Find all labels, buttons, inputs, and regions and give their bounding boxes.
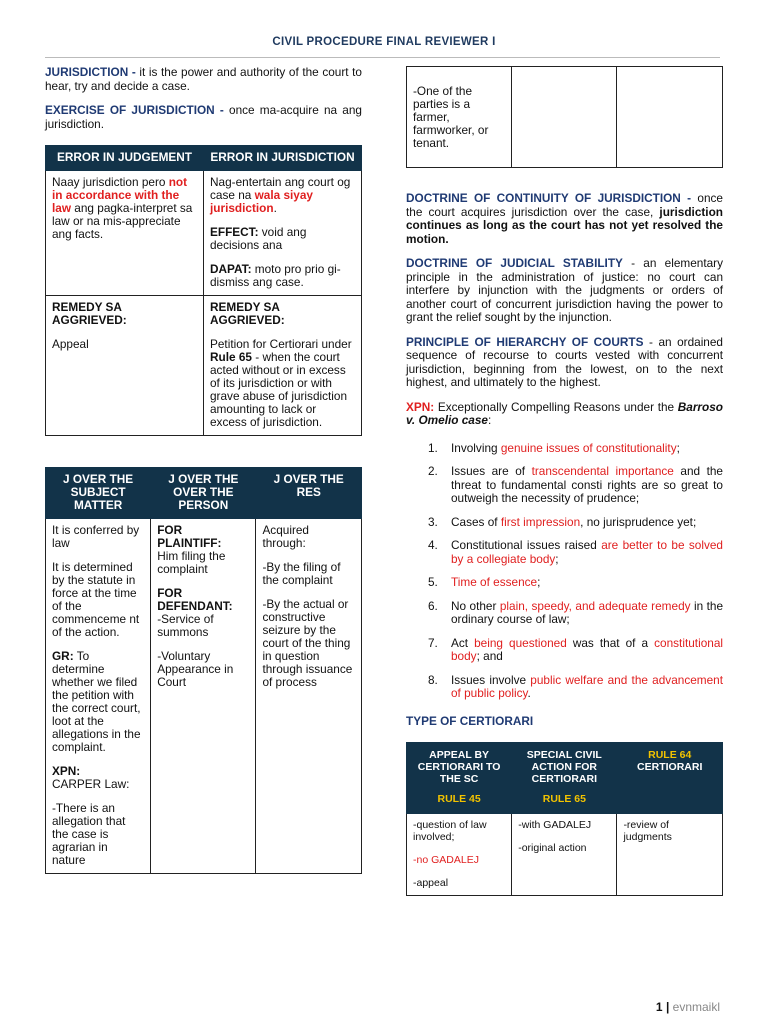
- xpn-paragraph: XPN: Exceptionally Compelling Reasons under the Barroso v. Omelio case:: [406, 399, 723, 427]
- left-column: [45, 66, 362, 874]
- list-item: 3. Cases of first impression, no jurisprudence yet;: [428, 514, 697, 529]
- rule64-header: RULE 64 CERTIORARI: [617, 743, 723, 814]
- continuity-paragraph: DOCTRINE OF CONTINUITY OF JURISDICTION - once the court acquires jurisdiction over the case, jurisdiction continues as long as the court has not yet resolved the motion.: [406, 191, 723, 246]
- rule65-header: SPECIAL CIVIL ACTION FOR CERTIORARI RULE 65: [512, 743, 617, 814]
- list-item: 5. Time of essence;: [428, 575, 541, 589]
- jurisdiction-term: JURISDICTION -: [45, 65, 136, 79]
- error-judgement-cell: Naay jurisdiction pero not in accordance with the law ang pagka-interpret sa law or na mis-appreciate ang facts.: [46, 171, 204, 296]
- remedy-judgement-cell: REMEDY SA AGGRIEVED: Appeal: [46, 296, 204, 436]
- error-judgement-header: ERROR IN JUDGEMENT: [46, 146, 204, 171]
- error-jurisdiction-header: ERROR IN JURISDICTION: [204, 146, 362, 171]
- continuation-table: [406, 66, 723, 168]
- j-over-table: [45, 467, 362, 874]
- list-item: 2. Issues are of transcendental importance and the threat to fundamental consti rights are so great to outweigh the necessity of prudence;: [428, 464, 723, 505]
- j-subject-matter-cell: It is conferred by law It is determined by the statute in force at the time of the commenceme nt of the action. GR: To determine whether we filed the petition with the correct court, loot at the allegations in the complaint. XPN: CARPER Law: -There is an allegation that the case is agrarian in nature: [46, 519, 151, 874]
- j-person-header: J OVER THE OVER THE PERSON: [151, 468, 256, 519]
- continuation-empty-cell-2: [617, 67, 723, 168]
- hierarchy-paragraph: PRINCIPLE OF HIERARCHY OF COURTS - an ordained sequence of recourse to courts vested with concurrent jurisdiction, beginning from the lowest, on to the next highest, and ultimately to the highest.: [406, 334, 723, 389]
- continuation-cell: -One of the parties is a farmer, farmworker, or tenant.: [407, 67, 512, 168]
- exercise-term: EXERCISE OF JURISDICTION -: [45, 103, 224, 117]
- list-item: 4. Constitutional issues raised are better to be solved by a collegiate body;: [428, 538, 723, 566]
- rule64-cell: -review of judgments: [617, 814, 723, 896]
- certiorari-table: [406, 742, 723, 896]
- type-of-certiorari-heading: TYPE OF CERTIORARI: [406, 713, 534, 728]
- page-number: 1: [655, 1000, 663, 1014]
- j-res-cell: Acquired through: -By the filing of the complaint -By the actual or constructive seizure by the court of the thing in question through issuance of process: [256, 519, 362, 874]
- rule45-header: APPEAL BY CERTIORARI TO THE SC RULE 45: [407, 743, 512, 814]
- list-item: 8. Issues involve public welfare and the advancement of public policy.: [428, 672, 724, 700]
- page-header: CIVIL PROCEDURE FINAL REVIEWER I: [272, 36, 496, 48]
- jurisdiction-definition: it is the power and authority of the court to hear, try and decide a case.: [45, 65, 362, 93]
- remedy-jurisdiction-cell: REMEDY SA AGGRIEVED: Petition for Certiorari under Rule 65 - when the court acted without or in excess of its jurisdiction or with grave abuse of jurisdiction amounting to lack or excess of jurisdiction.: [204, 296, 362, 436]
- error-jurisdiction-cell: Nag-entertain ang court og case na wala siyay jurisdiction. EFFECT: void ang decisions ana DAPAT: moto pro prio gi-dismiss ang case.: [204, 171, 362, 296]
- list-item: 1. Involving genuine issues of constitutionality;: [428, 440, 680, 455]
- jurisdiction-paragraph: [45, 66, 362, 93]
- rule45-cell: -question of law involved; -no GADALEJ -appeal: [407, 814, 512, 896]
- footer-author: evnmaikl: [672, 1000, 720, 1014]
- list-item: 6. No other plain, speedy, and adequate remedy in the ordinary course of law;: [428, 598, 724, 626]
- stability-paragraph: DOCTRINE OF JUDICIAL STABILITY - an elementary principle in the administration of justice: no court can interfere by injunction with the judgments or orders of another court of concurrent jurisdiction having the power to grant the relief sought by the injunction.: [406, 256, 723, 324]
- error-table: [45, 145, 362, 436]
- list-item: 7. Act being questioned was that of a constitutional body; and: [428, 635, 723, 663]
- exceptions-list: [406, 442, 723, 701]
- rule65-cell: -with GADALEJ -original action: [512, 814, 617, 896]
- exercise-paragraph: [45, 104, 362, 131]
- j-person-cell: FOR PLAINTIFF: Him filing the complaint FOR DEFENDANT: -Service of summons -Voluntary Appearance in Court: [151, 519, 256, 874]
- page-footer: 1 | evnmaikl: [655, 1000, 720, 1014]
- exercise-definition: once ma-acquire na ang jurisdiction.: [45, 103, 362, 131]
- header-rule: [45, 57, 720, 58]
- j-res-header: J OVER THE RES: [256, 468, 362, 519]
- continuation-empty-cell-1: [512, 67, 617, 168]
- j-subject-matter-header: J OVER THE SUBJECT MATTER: [46, 468, 151, 519]
- right-column: [406, 66, 723, 896]
